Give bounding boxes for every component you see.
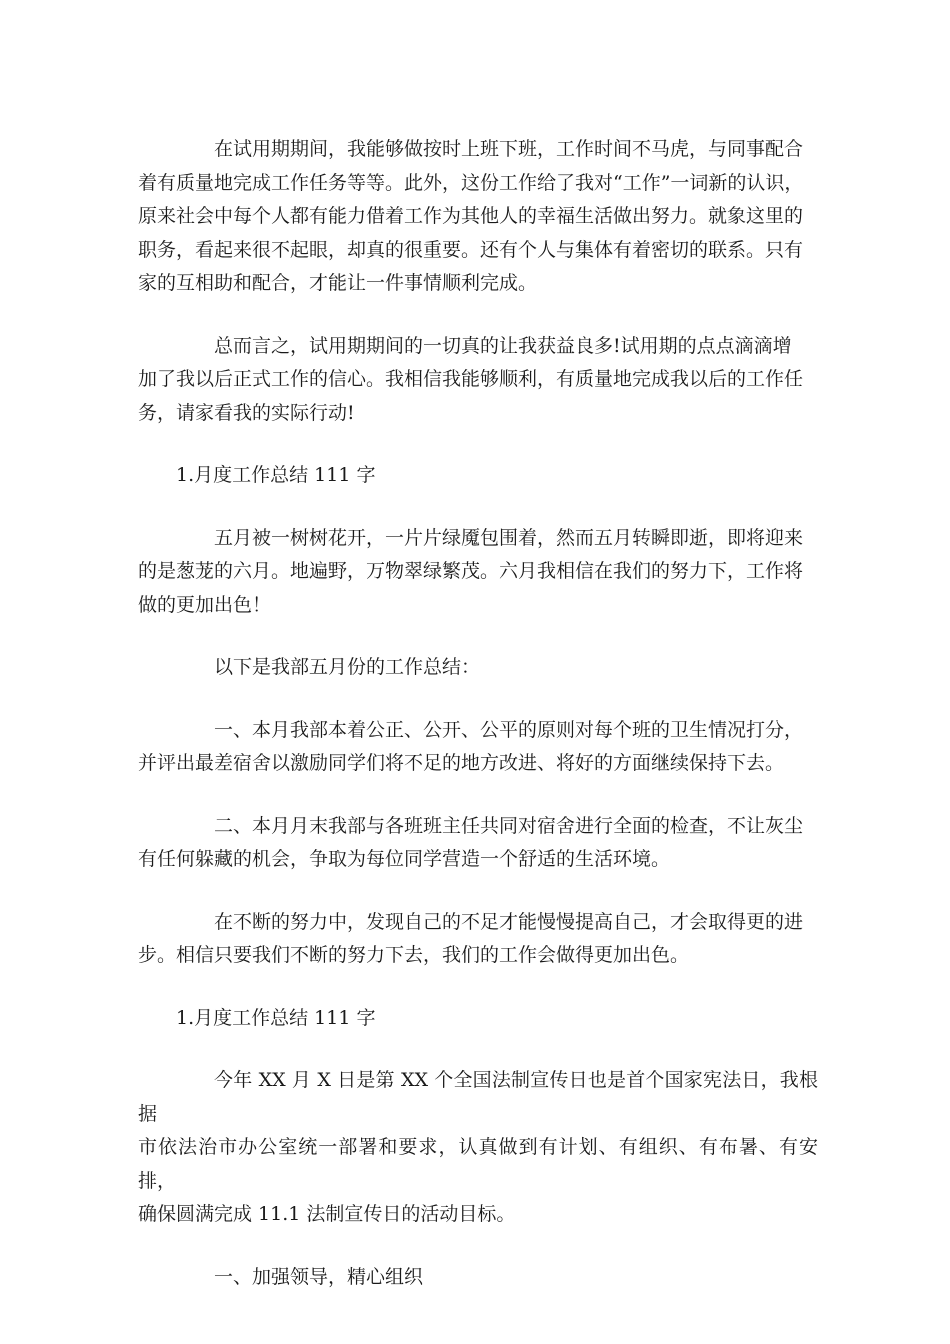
text-line: 有任何躲藏的机会，争取为每位同学营造一个舒适的生活环境。: [138, 848, 671, 870]
text-line: 1.月度工作总结 111 字: [176, 464, 376, 486]
text-line: 在不断的努力中，发现自己的不足才能慢慢提高自己，才会取得更的进: [214, 910, 804, 933]
text-line: 做的更加出色！: [138, 593, 272, 616]
text-line: 并评出最差宿舍以激励同学们将不足的地方改进、将好的方面继续保持下去。: [138, 752, 785, 774]
text-line: 务，请家看我的实际行动!: [138, 401, 355, 424]
paragraph: [138, 810, 818, 877]
paragraph: [138, 1261, 818, 1295]
paragraph: [138, 133, 818, 301]
text-line: 一、加强领导，精心组织: [214, 1265, 424, 1288]
text-line: 原来社会中每个人都有能力借着工作为其他人的幸福生活做出努力。就象这里的: [138, 205, 804, 227]
paragraph: [138, 906, 818, 973]
paragraph: [138, 330, 818, 431]
paragraph: [138, 714, 818, 781]
document-body: [138, 133, 818, 1323]
text-line: 确保圆满完成 11.1 法制宣传日的活动目标。: [138, 1203, 516, 1225]
paragraph: [138, 522, 818, 623]
text-line: 二、本月月末我部与各班班主任共同对宿舍进行全面的检查，不让灰尘: [214, 814, 804, 837]
text-line: 在试用期期间，我能够做按时上班下班，工作时间不马虎，与同事配合: [214, 138, 804, 160]
text-line: 家的互相助和配合，才能让一件事情顺利完成。: [138, 272, 538, 294]
text-line: 着有质量地完成工作任务等等。此外，这份工作给了我对“工作”一词新的认识，: [138, 171, 804, 194]
text-line: 步。相信只要我们不断的努力下去，我们的工作会做得更加出色。: [138, 944, 690, 966]
text-line: 的是葱茏的六月。地遍野，万物翠绿繁茂。六月我相信在我们的努力下，工作将: [138, 560, 804, 582]
text-line: 1.月度工作总结 111 字: [176, 1006, 376, 1029]
text-line: 五月被一树树花开，一片片绿魇包围着，然而五月转瞬即逝，即将迎来: [214, 526, 804, 549]
section-heading: [138, 459, 818, 493]
text-line: 职务，看起来很不起眼，却真的很重要。还有个人与集体有着密切的联系。只有: [138, 238, 804, 261]
section-heading: [138, 1002, 818, 1036]
paragraph: [138, 651, 818, 685]
text-line: 总而言之，试用期期间的一切真的让我获益良多!试用期的点点滴滴增: [214, 334, 792, 357]
text-line: 今年 XX 月 X 日是第 XX 个全国法制宣传日也是首个国家宪法日，我根据: [138, 1069, 818, 1125]
text-line: 加了我以后正式工作的信心。我相信我能够顺利，有质量地完成我以后的工作任: [138, 368, 804, 390]
text-line: 市依法治市办公室统一部署和要求，认真做到有计划、有组织、有布暑、有安排，: [138, 1136, 818, 1192]
text-line: 以下是我部五月份的工作总结：: [214, 656, 481, 678]
text-line: 一、本月我部本着公正、公开、公平的原则对每个班的卫生情况打分，: [214, 718, 804, 741]
paragraph: [138, 1064, 818, 1232]
